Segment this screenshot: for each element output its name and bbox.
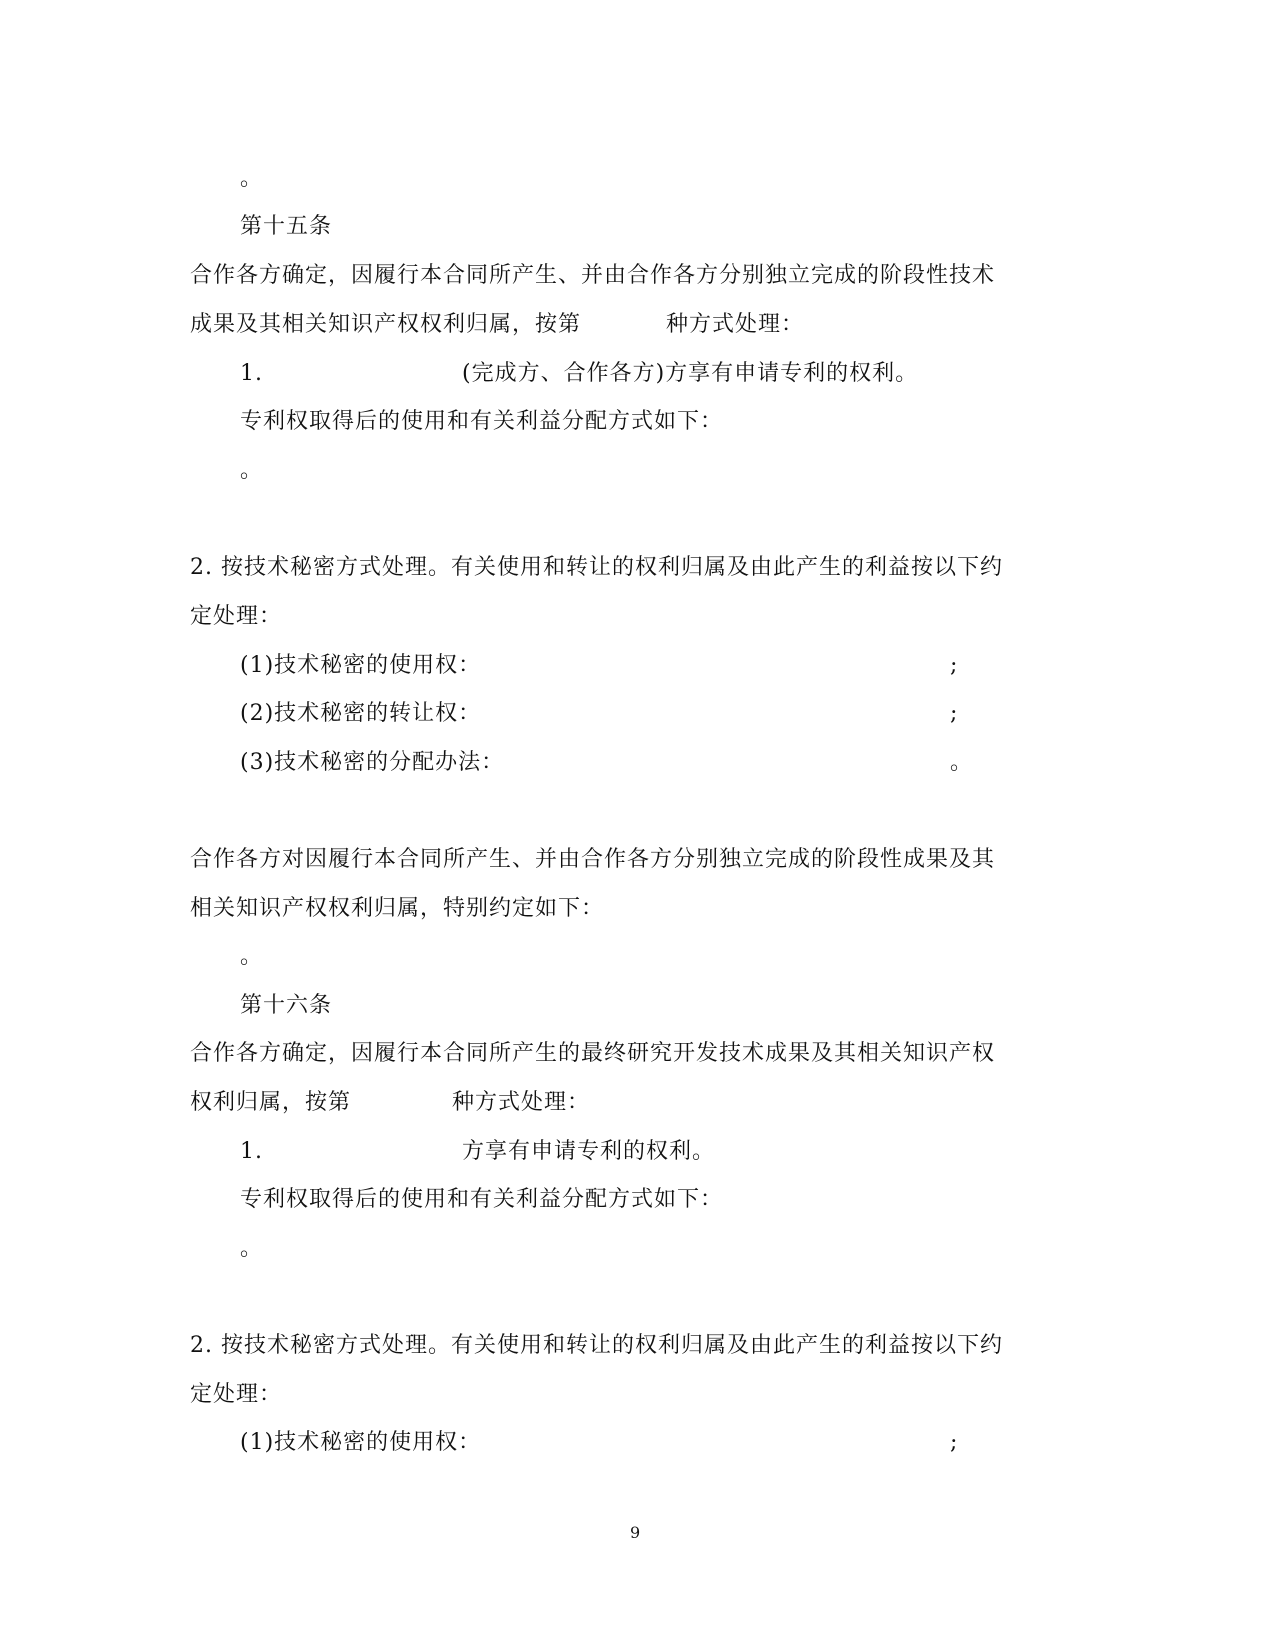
text-line: (2)技术秘密的转让权： [240, 701, 482, 726]
text-line: ; [950, 653, 959, 678]
text-line: 合作各方确定，因履行本合同所产生的最终研究开发技术成果及其相关知识产权 [190, 1041, 996, 1066]
text-line: (3)技术秘密的分配办法： [240, 750, 505, 775]
page-number: 9 [630, 1523, 641, 1542]
text-line: 合作各方对因履行本合同所产生、并由合作各方分别独立完成的阶段性成果及其 [190, 847, 996, 872]
text-line: 相关知识产权权利归属，特别约定如下： [190, 896, 605, 921]
text-line: 1. [240, 361, 263, 386]
text-line: 。 [240, 1236, 264, 1261]
text-line: 。 [240, 944, 264, 969]
text-line: (1)技术秘密的使用权： [240, 653, 482, 678]
text-line: 专利权取得后的使用和有关利益分配方式如下： [240, 409, 724, 434]
text-line: 种方式处理： [452, 1090, 591, 1115]
text-line: (1)技术秘密的使用权： [240, 1430, 482, 1455]
text-line: 2. 按技术秘密方式处理。有关使用和转让的权利归属及由此产生的利益按以下约 [190, 1333, 1003, 1358]
text-line: 定处理： [190, 1382, 283, 1407]
text-line: 第十六条 [240, 993, 333, 1018]
text-line: 方享有申请专利的权利。 [462, 1139, 716, 1164]
text-line: 专利权取得后的使用和有关利益分配方式如下： [240, 1187, 724, 1212]
text-line: ; [950, 701, 959, 726]
text-line: 合作各方确定，因履行本合同所产生、并由合作各方分别独立完成的阶段性技术 [190, 263, 996, 288]
text-line: 。 [240, 458, 264, 483]
text-line: (完成方、合作各方)方享有申请专利的权利。 [462, 361, 919, 386]
text-line: 成果及其相关知识产权权利归属，按第 [190, 312, 582, 337]
text-line: 定处理： [190, 604, 283, 629]
text-line: 权利归属，按第 [190, 1090, 352, 1115]
text-line: 种方式处理： [666, 312, 805, 337]
text-line: 2. 按技术秘密方式处理。有关使用和转让的权利归属及由此产生的利益按以下约 [190, 555, 1003, 580]
text-line: ; [950, 1430, 959, 1455]
text-line: 。 [950, 750, 974, 775]
text-line: 第十五条 [240, 214, 333, 239]
text-line: 1. [240, 1139, 263, 1164]
text-line: 。 [240, 166, 264, 191]
